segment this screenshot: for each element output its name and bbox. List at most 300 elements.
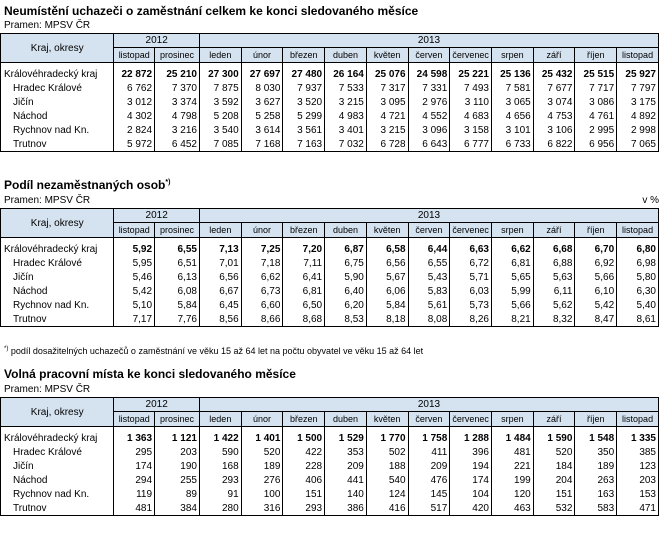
value-cell: 6,60	[241, 298, 283, 312]
value-cell: 4 983	[325, 109, 367, 123]
table-row	[1, 123, 659, 137]
value-cell: 520	[533, 445, 575, 459]
value-cell: 104	[450, 487, 492, 501]
value-cell: 199	[491, 473, 533, 487]
value-cell: 100	[241, 487, 283, 501]
value-cell: 25 136	[491, 67, 533, 81]
value-cell: 5,42	[114, 284, 155, 298]
value-cell: 1 590	[533, 431, 575, 445]
section2-footnote	[4, 346, 423, 356]
value-cell: 6,73	[241, 284, 283, 298]
value-cell: 481	[114, 501, 155, 516]
value-cell: 4 302	[114, 109, 155, 123]
region-name: Hradec Králové	[1, 445, 114, 459]
value-cell: 7 331	[408, 81, 450, 95]
region-name: Jičín	[1, 459, 114, 473]
value-cell: 228	[283, 459, 325, 473]
value-cell: 1 335	[617, 431, 659, 445]
value-cell: 6,80	[617, 242, 659, 256]
month-header: červen	[408, 223, 450, 238]
value-cell: 4 753	[533, 109, 575, 123]
value-cell: 5,99	[491, 284, 533, 298]
region-name: Rychnov nad Kn.	[1, 123, 114, 137]
value-cell: 6,41	[283, 270, 325, 284]
value-cell: 2 995	[575, 123, 617, 137]
value-cell: 411	[408, 445, 450, 459]
table-row	[1, 81, 659, 95]
value-cell: 293	[199, 473, 241, 487]
value-cell: 294	[114, 473, 155, 487]
value-cell: 3 012	[114, 95, 155, 109]
value-cell: 174	[114, 459, 155, 473]
region-name: Náchod	[1, 284, 114, 298]
value-cell: 3 086	[575, 95, 617, 109]
value-cell: 119	[114, 487, 155, 501]
section2-title-text: Podíl nezaměstnaných osob	[4, 178, 166, 192]
month-header: květen	[366, 412, 408, 427]
table-row	[1, 501, 659, 516]
value-cell: 7 581	[491, 81, 533, 95]
value-cell: 6,55	[408, 256, 450, 270]
table-row	[1, 109, 659, 123]
value-cell: 189	[575, 459, 617, 473]
value-cell: 6,45	[199, 298, 241, 312]
section3-title: Volná pracovní místa ke konci sledovaného měsíce	[4, 367, 296, 381]
value-cell: 6,51	[155, 256, 200, 270]
value-cell: 5,63	[533, 270, 575, 284]
month-header: březen	[283, 48, 325, 63]
value-cell: 5 299	[283, 109, 325, 123]
value-cell: 6,55	[155, 242, 200, 256]
value-cell: 6,03	[450, 284, 492, 298]
value-cell: 4 761	[575, 109, 617, 123]
value-cell: 7 370	[155, 81, 200, 95]
value-cell: 3 065	[491, 95, 533, 109]
value-cell: 8,26	[450, 312, 492, 327]
value-cell: 7 032	[325, 137, 367, 152]
value-cell: 209	[408, 459, 450, 473]
value-cell: 7,20	[283, 242, 325, 256]
value-cell: 7 163	[283, 137, 325, 152]
value-cell: 3 096	[408, 123, 450, 137]
value-cell: 6,13	[155, 270, 200, 284]
value-cell: 263	[575, 473, 617, 487]
value-cell: 140	[325, 487, 367, 501]
value-cell: 1 758	[408, 431, 450, 445]
region-name: Hradec Králové	[1, 81, 114, 95]
value-cell: 6,44	[408, 242, 450, 256]
value-cell: 27 480	[283, 67, 325, 81]
value-cell: 7,76	[155, 312, 200, 327]
table-row	[1, 298, 659, 312]
value-cell: 6 762	[114, 81, 155, 95]
month-header: říjen	[575, 412, 617, 427]
value-cell: 7,11	[283, 256, 325, 270]
month-header: leden	[199, 223, 241, 238]
value-cell: 7,18	[241, 256, 283, 270]
region-name: Královéhradecký kraj	[1, 431, 114, 445]
value-cell: 7,13	[199, 242, 241, 256]
table-row	[1, 95, 659, 109]
value-cell: 89	[155, 487, 200, 501]
value-cell: 26 164	[325, 67, 367, 81]
value-cell: 6,40	[325, 284, 367, 298]
value-cell: 168	[199, 459, 241, 473]
value-cell: 22 872	[114, 67, 155, 81]
value-cell: 25 515	[575, 67, 617, 81]
month-header: prosinec	[155, 48, 200, 63]
table-row	[1, 256, 659, 270]
value-cell: 3 561	[283, 123, 325, 137]
value-cell: 6,67	[199, 284, 241, 298]
value-cell: 5,10	[114, 298, 155, 312]
region-header: Kraj, okresy	[1, 209, 114, 238]
table-row	[1, 487, 659, 501]
month-header: listopad	[617, 48, 659, 63]
section1-title: Neumístění uchazeči o zaměstnání celkem ke konci sledovaného měsíce	[4, 4, 419, 18]
value-cell: 6 822	[533, 137, 575, 152]
value-cell: 3 627	[241, 95, 283, 109]
value-cell: 5,84	[155, 298, 200, 312]
value-cell: 194	[450, 459, 492, 473]
year-header-2013: 2013	[199, 398, 658, 412]
value-cell: 6 777	[450, 137, 492, 152]
value-cell: 153	[617, 487, 659, 501]
month-header: listopad	[114, 223, 155, 238]
region-name: Trutnov	[1, 137, 114, 152]
value-cell: 27 697	[241, 67, 283, 81]
value-cell: 25 221	[450, 67, 492, 81]
value-cell: 189	[241, 459, 283, 473]
month-header: leden	[199, 48, 241, 63]
value-cell: 7 065	[617, 137, 659, 152]
section3-source: Pramen: MPSV ČR	[4, 384, 91, 395]
region-header: Kraj, okresy	[1, 34, 114, 63]
value-cell: 8,68	[283, 312, 325, 327]
year-header-2012: 2012	[114, 398, 200, 412]
value-cell: 4 683	[450, 109, 492, 123]
month-header: květen	[366, 48, 408, 63]
month-header: září	[533, 223, 575, 238]
value-cell: 1 288	[450, 431, 492, 445]
value-cell: 276	[241, 473, 283, 487]
value-cell: 5,62	[533, 298, 575, 312]
value-cell: 481	[491, 445, 533, 459]
value-cell: 316	[241, 501, 283, 516]
footnote-text: podíl dosažitelných uchazečů o zaměstnání ve věku 15 až 64 let na počtu obyvatel ve věku 15 až 64 let	[10, 346, 424, 356]
value-cell: 3 175	[617, 95, 659, 109]
value-cell: 6,72	[450, 256, 492, 270]
value-cell: 190	[155, 459, 200, 473]
value-cell: 476	[408, 473, 450, 487]
value-cell: 5,65	[491, 270, 533, 284]
table-row	[1, 270, 659, 284]
value-cell: 6,56	[366, 256, 408, 270]
value-cell: 203	[155, 445, 200, 459]
value-cell: 386	[325, 501, 367, 516]
value-cell: 25 210	[155, 67, 200, 81]
month-header: prosinec	[155, 223, 200, 238]
value-cell: 6,62	[491, 242, 533, 256]
value-cell: 204	[533, 473, 575, 487]
value-cell: 6,30	[617, 284, 659, 298]
region-name: Jičín	[1, 270, 114, 284]
value-cell: 293	[283, 501, 325, 516]
month-header: únor	[241, 412, 283, 427]
value-cell: 6,68	[533, 242, 575, 256]
value-cell: 295	[114, 445, 155, 459]
value-cell: 416	[366, 501, 408, 516]
value-cell: 6,81	[283, 284, 325, 298]
value-cell: 1 401	[241, 431, 283, 445]
value-cell: 353	[325, 445, 367, 459]
value-cell: 520	[241, 445, 283, 459]
value-cell: 6,50	[283, 298, 325, 312]
value-cell: 6 452	[155, 137, 200, 152]
value-cell: 6,98	[617, 256, 659, 270]
value-cell: 6,92	[575, 256, 617, 270]
month-header: duben	[325, 48, 367, 63]
value-cell: 5,90	[325, 270, 367, 284]
value-cell: 3 374	[155, 95, 200, 109]
footnote-sup: *)	[4, 346, 9, 352]
month-header: březen	[283, 412, 325, 427]
value-cell: 1 121	[155, 431, 200, 445]
value-cell: 7 677	[533, 81, 575, 95]
value-cell: 441	[325, 473, 367, 487]
table-row	[1, 473, 659, 487]
month-header: listopad	[617, 412, 659, 427]
value-cell: 8,66	[241, 312, 283, 327]
month-header: červen	[408, 412, 450, 427]
table-row	[1, 431, 659, 445]
month-header: listopad	[114, 412, 155, 427]
value-cell: 406	[283, 473, 325, 487]
year-header-2013: 2013	[199, 209, 658, 223]
value-cell: 5,80	[617, 270, 659, 284]
value-cell: 350	[575, 445, 617, 459]
value-cell: 5,66	[575, 270, 617, 284]
year-header-2013: 2013	[199, 34, 658, 48]
month-header: leden	[199, 412, 241, 427]
value-cell: 255	[155, 473, 200, 487]
value-cell: 583	[575, 501, 617, 516]
value-cell: 385	[617, 445, 659, 459]
value-cell: 24 598	[408, 67, 450, 81]
value-cell: 3 074	[533, 95, 575, 109]
region-name: Královéhradecký kraj	[1, 242, 114, 256]
value-cell: 384	[155, 501, 200, 516]
value-cell: 124	[366, 487, 408, 501]
value-cell: 5,73	[450, 298, 492, 312]
month-header: prosinec	[155, 412, 200, 427]
value-cell: 1 500	[283, 431, 325, 445]
value-cell: 517	[408, 501, 450, 516]
region-name: Rychnov nad Kn.	[1, 298, 114, 312]
value-cell: 4 892	[617, 109, 659, 123]
month-header: únor	[241, 48, 283, 63]
value-cell: 6,58	[366, 242, 408, 256]
value-cell: 2 998	[617, 123, 659, 137]
value-cell: 27 300	[199, 67, 241, 81]
value-cell: 5,46	[114, 270, 155, 284]
value-cell: 1 548	[575, 431, 617, 445]
value-cell: 3 215	[366, 123, 408, 137]
region-name: Trutnov	[1, 312, 114, 327]
value-cell: 145	[408, 487, 450, 501]
value-cell: 8,18	[366, 312, 408, 327]
year-header-2012: 2012	[114, 34, 200, 48]
section2-source: Pramen: MPSV ČR	[4, 195, 91, 206]
value-cell: 7 797	[617, 81, 659, 95]
value-cell: 3 215	[325, 95, 367, 109]
month-header: červenec	[450, 223, 492, 238]
value-cell: 532	[533, 501, 575, 516]
value-cell: 25 927	[617, 67, 659, 81]
value-cell: 8,47	[575, 312, 617, 327]
value-cell: 25 076	[366, 67, 408, 81]
value-cell: 5,40	[617, 298, 659, 312]
year-header-2012: 2012	[114, 209, 200, 223]
month-header: září	[533, 48, 575, 63]
value-cell: 120	[491, 487, 533, 501]
value-cell: 203	[617, 473, 659, 487]
value-cell: 6,62	[241, 270, 283, 284]
value-cell: 174	[450, 473, 492, 487]
value-cell: 7 717	[575, 81, 617, 95]
value-cell: 4 656	[491, 109, 533, 123]
value-cell: 6,20	[325, 298, 367, 312]
unemployed-table	[0, 33, 659, 152]
value-cell: 3 095	[366, 95, 408, 109]
value-cell: 123	[617, 459, 659, 473]
month-header: říjen	[575, 223, 617, 238]
region-name: Trutnov	[1, 501, 114, 516]
month-header: říjen	[575, 48, 617, 63]
value-cell: 280	[199, 501, 241, 516]
value-cell: 3 106	[533, 123, 575, 137]
value-cell: 7 875	[199, 81, 241, 95]
value-cell: 2 824	[114, 123, 155, 137]
value-cell: 463	[491, 501, 533, 516]
table-row	[1, 242, 659, 256]
value-cell: 7,17	[114, 312, 155, 327]
month-header: září	[533, 412, 575, 427]
value-cell: 2 976	[408, 95, 450, 109]
value-cell: 6,87	[325, 242, 367, 256]
value-cell: 6,63	[450, 242, 492, 256]
value-cell: 5,84	[366, 298, 408, 312]
table-row	[1, 284, 659, 298]
value-cell: 6 956	[575, 137, 617, 152]
month-header: květen	[366, 223, 408, 238]
table-row	[1, 137, 659, 152]
month-header: listopad	[617, 223, 659, 238]
table-row	[1, 67, 659, 81]
region-name: Jičín	[1, 95, 114, 109]
value-cell: 7 317	[366, 81, 408, 95]
value-cell: 4 798	[155, 109, 200, 123]
region-header: Kraj, okresy	[1, 398, 114, 427]
value-cell: 6 733	[491, 137, 533, 152]
value-cell: 6 728	[366, 137, 408, 152]
value-cell: 25 432	[533, 67, 575, 81]
table-row	[1, 312, 659, 327]
value-cell: 471	[617, 501, 659, 516]
value-cell: 5 258	[241, 109, 283, 123]
value-cell: 6,56	[199, 270, 241, 284]
month-header: červenec	[450, 48, 492, 63]
value-cell: 3 614	[241, 123, 283, 137]
value-cell: 5,95	[114, 256, 155, 270]
value-cell: 221	[491, 459, 533, 473]
value-cell: 6,06	[366, 284, 408, 298]
value-cell: 3 216	[155, 123, 200, 137]
region-name: Hradec Králové	[1, 256, 114, 270]
value-cell: 5,83	[408, 284, 450, 298]
value-cell: 1 529	[325, 431, 367, 445]
value-cell: 8,53	[325, 312, 367, 327]
region-name: Královéhradecký kraj	[1, 67, 114, 81]
value-cell: 3 110	[450, 95, 492, 109]
value-cell: 502	[366, 445, 408, 459]
value-cell: 6,81	[491, 256, 533, 270]
value-cell: 5,67	[366, 270, 408, 284]
month-header: srpen	[491, 223, 533, 238]
value-cell: 3 158	[450, 123, 492, 137]
value-cell: 5,61	[408, 298, 450, 312]
value-cell: 396	[450, 445, 492, 459]
value-cell: 7 085	[199, 137, 241, 152]
section2-unit: v %	[642, 195, 659, 206]
value-cell: 151	[283, 487, 325, 501]
table-row	[1, 445, 659, 459]
value-cell: 6,08	[155, 284, 200, 298]
value-cell: 6 643	[408, 137, 450, 152]
month-header: srpen	[491, 412, 533, 427]
value-cell: 209	[325, 459, 367, 473]
section2-title	[4, 178, 170, 192]
value-cell: 8,32	[533, 312, 575, 327]
value-cell: 5,42	[575, 298, 617, 312]
value-cell: 5,66	[491, 298, 533, 312]
value-cell: 6,11	[533, 284, 575, 298]
value-cell: 4 721	[366, 109, 408, 123]
value-cell: 3 401	[325, 123, 367, 137]
value-cell: 3 101	[491, 123, 533, 137]
month-header: červen	[408, 48, 450, 63]
value-cell: 188	[366, 459, 408, 473]
table-row	[1, 459, 659, 473]
month-header: duben	[325, 223, 367, 238]
value-cell: 540	[366, 473, 408, 487]
section1-source: Pramen: MPSV ČR	[4, 20, 91, 31]
value-cell: 6,88	[533, 256, 575, 270]
value-cell: 8,56	[199, 312, 241, 327]
value-cell: 8 030	[241, 81, 283, 95]
value-cell: 7,01	[199, 256, 241, 270]
section2-title-sup: *)	[165, 179, 171, 186]
month-header: březen	[283, 223, 325, 238]
value-cell: 590	[199, 445, 241, 459]
value-cell: 7,25	[241, 242, 283, 256]
value-cell: 91	[199, 487, 241, 501]
value-cell: 8,61	[617, 312, 659, 327]
value-cell: 5,43	[408, 270, 450, 284]
region-name: Náchod	[1, 109, 114, 123]
value-cell: 6,75	[325, 256, 367, 270]
month-header: srpen	[491, 48, 533, 63]
